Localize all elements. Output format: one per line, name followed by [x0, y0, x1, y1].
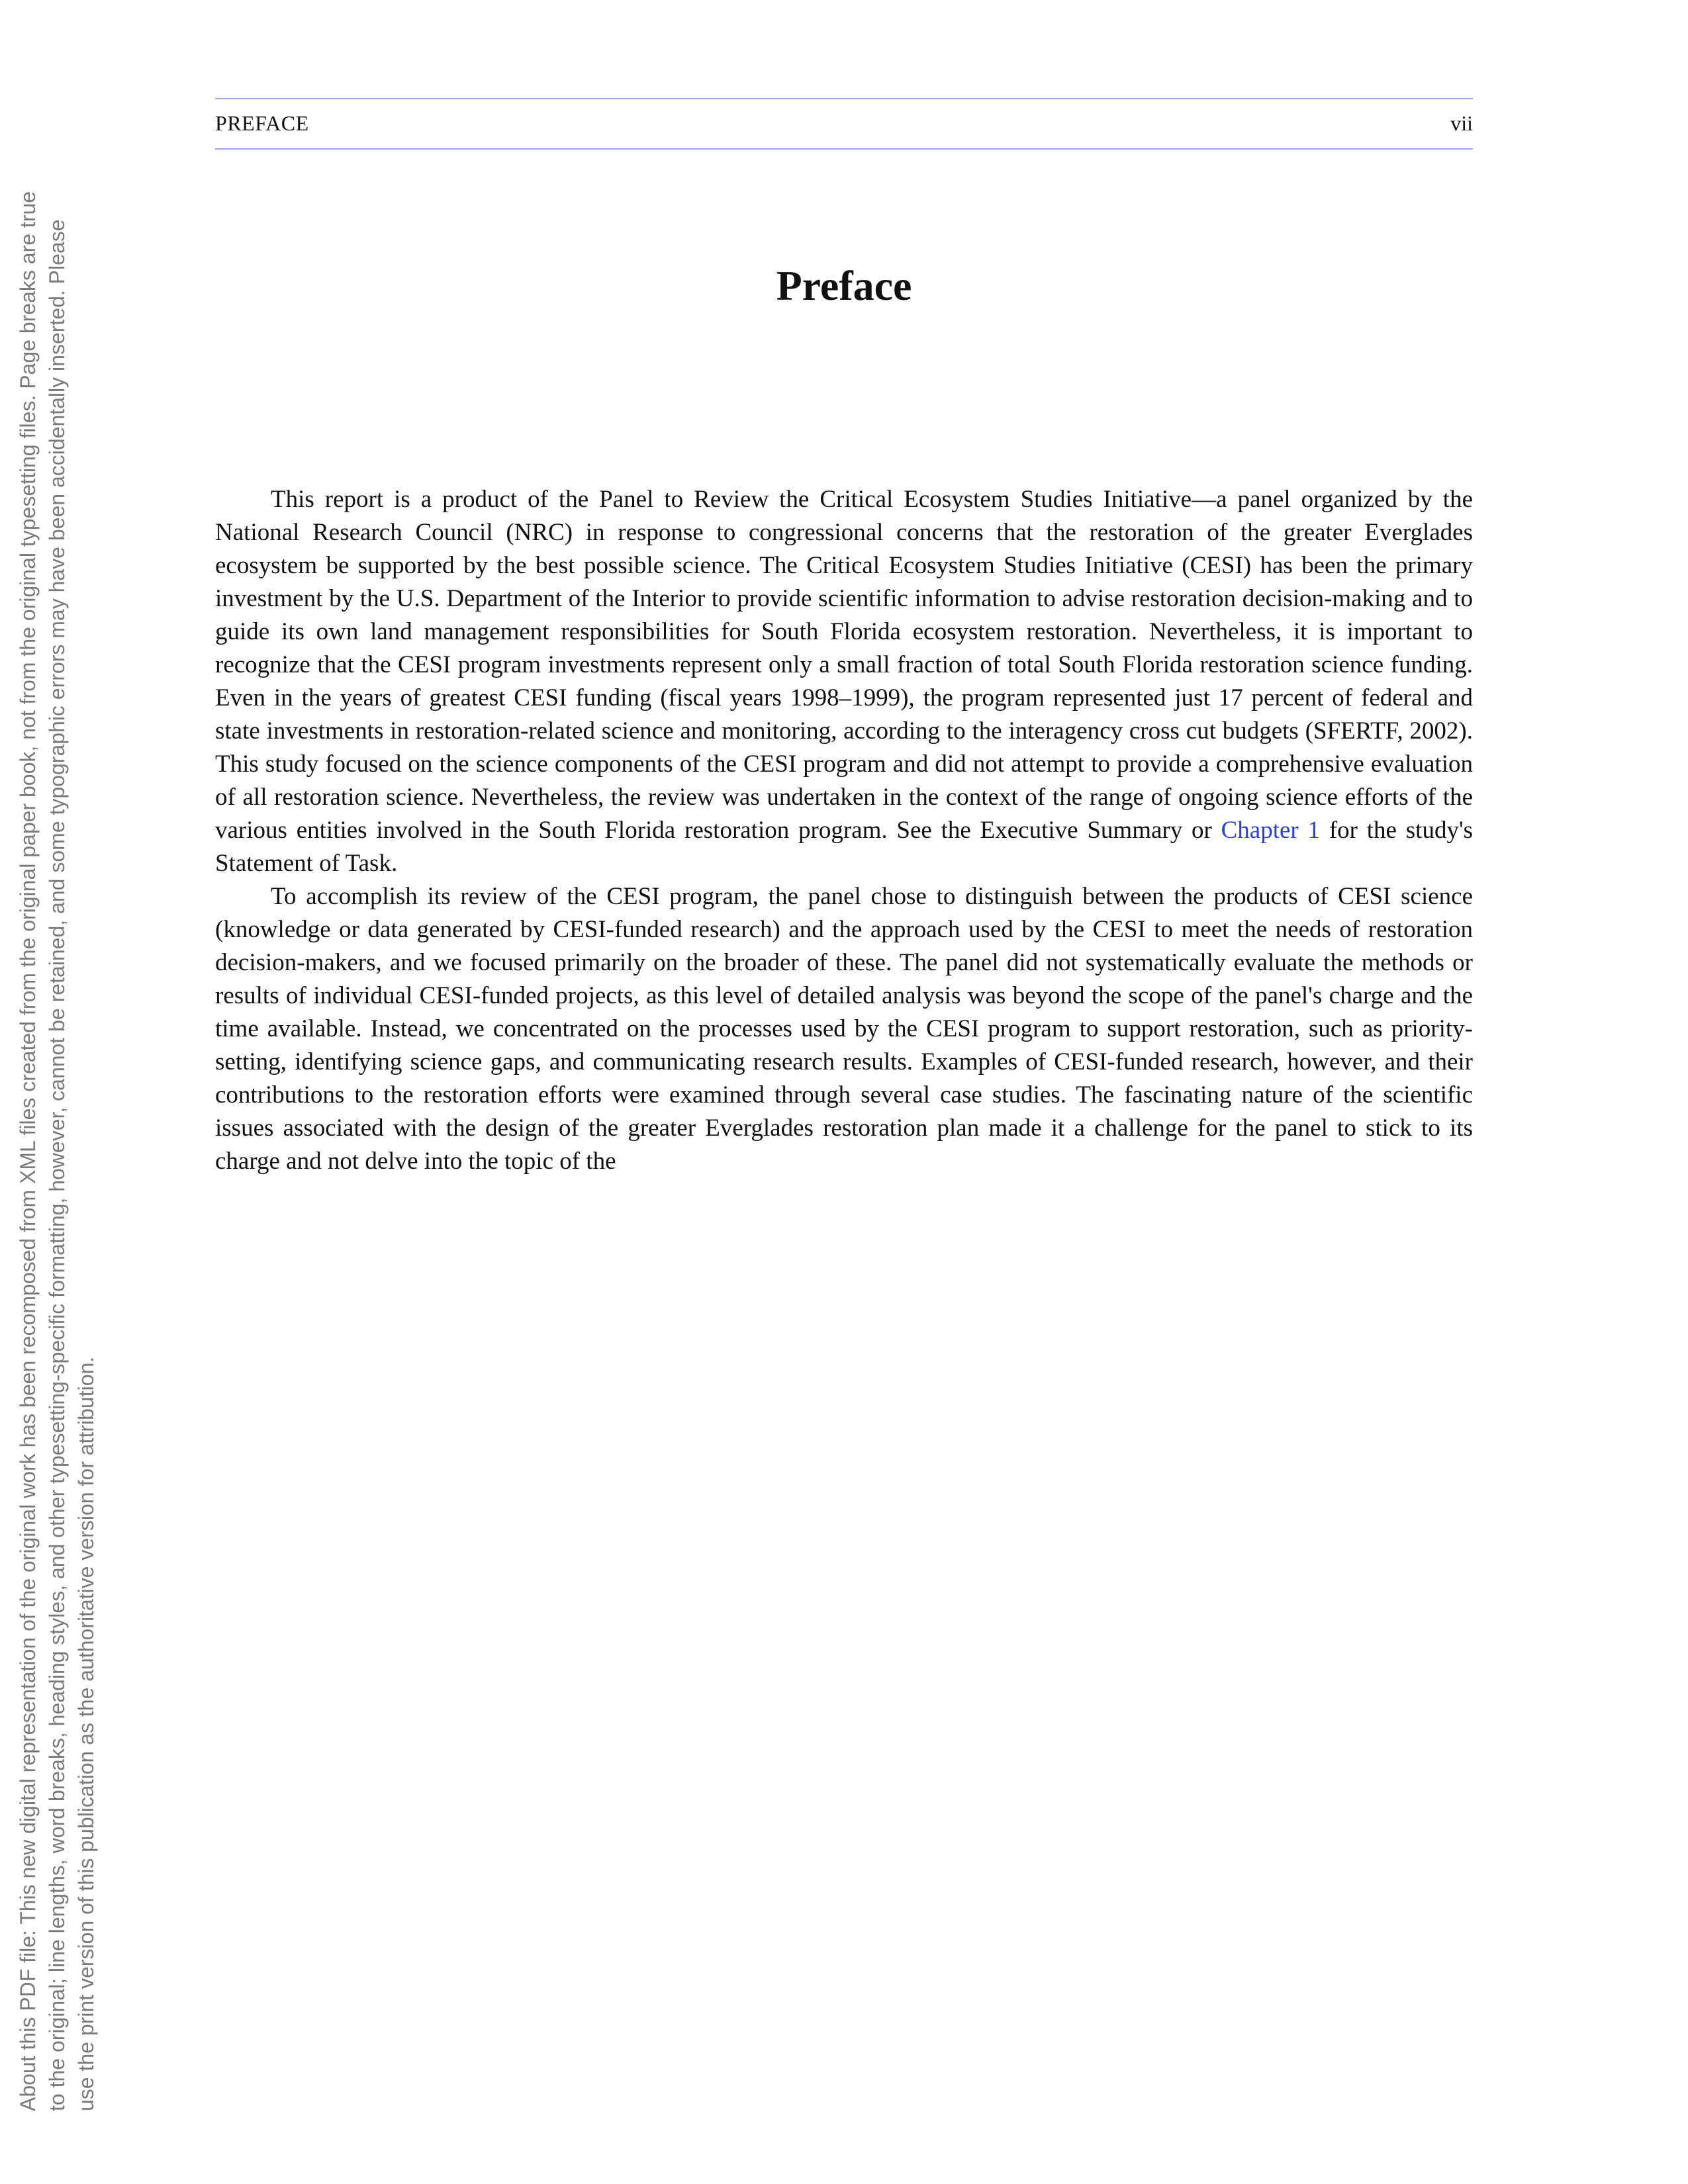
paragraph-1: [215, 483, 1473, 880]
preface-body: [215, 483, 1473, 1178]
disclaimer-line-1: About this PDF file: This new digital representation of the original work has been recomposed from XML files created from the original paper book, not from the original typesetting files. Page breaks are true: [16, 191, 40, 2111]
page-title: Preface: [776, 261, 912, 309]
paragraph-2: To accomplish its review of the CESI program, the panel chose to distinguish between the products of CESI science (knowledge or data generated by CESI-funded research) and the approach used by the CESI to meet the needs of restoration decision-makers, and we focused primarily on the broader of these. The panel did not systematically evaluate the methods or results of individual CESI-funded projects, as this level of detailed analysis was beyond the scope of the panel's charge and the time available. Instead, we concentrated on the processes used by the CESI program to support restoration, such as priority-setting, identifying science gaps, and communicating research results. Examples of CESI-funded research, however, and their contributions to the restoration efforts were examined through several case studies. The fascinating nature of the scientific issues associated with the design of the greater Everglades restoration plan made it a challenge for the panel to stick to its charge and not delve into the topic of the: [215, 883, 1473, 1175]
disclaimer-line-2: to the original; line lengths, word breaks, heading styles, and other typesetting-specific formatting, however, cannot be retained, and some typographic errors may have been accidentally inserted. Please: [45, 219, 69, 2111]
chapter-1-link[interactable]: Chapter 1: [1221, 817, 1321, 844]
page-number: vii: [1450, 111, 1473, 135]
paragraph-1-text: This report is a product of the Panel to Review the Critical Ecosystem Studies Initiative—a panel organized by the National Research Council (NRC) in response to congressional concerns that the restoration of the greater Everglades ecosystem be supported by the best possible science. The Critical Ecosystem Studies Initiative (CESI) has been the primary investment by the U.S. Department of the Interior to provide scientific information to advise restoration decision-making and to guide its own land management responsibilities for South Florida ecosystem restoration. Nevertheless, it is important to recognize that the CESI program investments represent only a small fraction of total South Florida restoration science funding. Even in the years of greatest CESI funding (fiscal years 1998–1999), the program represented just 17 percent of federal and state investments in restoration-related science and monitoring, according to the interagency cross cut budgets (SFERTF, 2002). This study focused on the science components of the CESI program and did not attempt to provide a comprehensive evaluation of all restoration science. Nevertheless, the review was undertaken in the context of the range of ongoing science efforts of the various entities involved in the South Florida restoration program. See the Executive Summary or: [215, 486, 1473, 844]
running-head-title: PREFACE: [215, 111, 309, 135]
running-header: [215, 98, 1473, 150]
paragraph-1-ending: for the study's Statement of Task.: [215, 817, 1474, 877]
disclaimer-line-3: use the print version of this publication as the authoritative version for attribution.: [74, 1356, 98, 2111]
pdf-disclaimer-note: [13, 93, 99, 2111]
